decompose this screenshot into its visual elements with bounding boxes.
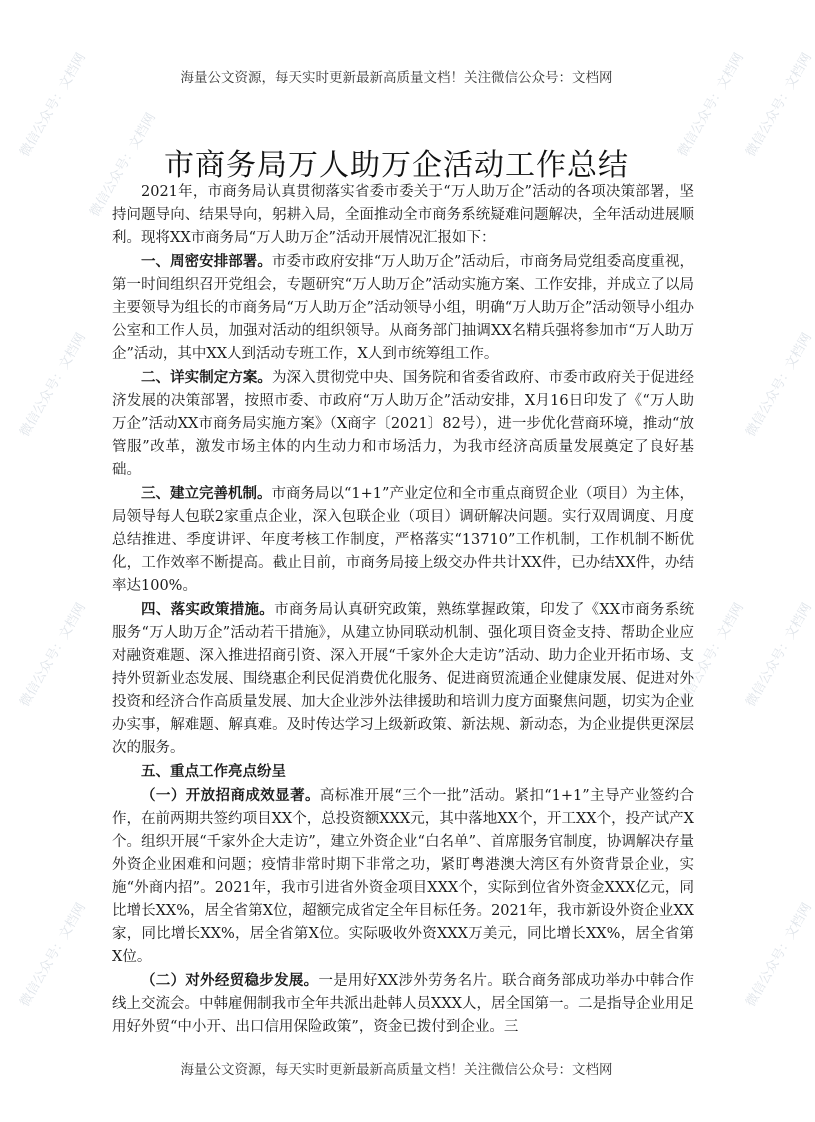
page-header: 海量公文资源，每天实时更新最新高质量文档！关注微信公众号：文档网	[180, 70, 613, 86]
paragraph-text: 市商务局以“1+1”产业定位和全市重点商贸企业（项目）为主体，局领导每人包联2家重点企业，深入包联企业（项目）调研解决问题。实行双周调度、月度总结推进、季度讲评、年度考核工作制度，严格落实“13710”工作机制，工作机制不断优化，工作效率不断提高。截止目前，市商务局接上级交办件共计XX件，已办结XX件，办结率达100%。	[112, 486, 694, 594]
paragraph-heading: 五、重点工作亮点纷呈	[141, 763, 286, 780]
paragraph	[112, 180, 694, 250]
watermark: 微信公众号：文档网	[675, 600, 747, 710]
paragraph	[112, 969, 694, 1039]
watermark: 微信公众号：文档网	[17, 50, 89, 160]
paragraph	[112, 784, 694, 969]
paragraph-text: 2021年，市商务局认真贯彻落实省委市委关于“万人助万企”活动的各项决策部署，坚持问题导向、结果导向，躬耕入局，全面推动全市商务系统疑难问题解决，全年活动进展顺利。现将XX市商务局“万人助万企”活动开展情况汇报如下：	[112, 184, 694, 246]
paragraph-text: 市商务局认真研究政策，熟练掌握政策，印发了《XX市商务系统服务“万人助万企”活动若干措施》，从建立协同联动机制、强化项目资金支持、帮助企业应对融资难题、深入推进招商引资、深入开展“千家外企大走访”活动、助力企业开拓市场、支持外贸新业态发展、围绕惠企利民促消费优化服务、促进商贸流通企业健康发展、促进对外投资和经济合作高质量发展、加大企业涉外法律援助和培训力度方面聚焦问题，切实为企业办实事，解难题、解真难。及时传达学习上级新政策、新法规、新动态，为企业提供更深层次的服务。	[112, 602, 694, 756]
paragraph	[112, 598, 694, 760]
paragraph-text: 为深入贯彻党中央、国务院和省委省政府、市委市政府关于促进经济发展的决策部署，按照市委、市政府“万人助万企”活动安排，X月16日印发了《“万人助万企”活动XX市商务局实施方案》（X商字〔2021〕82号），进一步优化营商环境，推动“放管服”改革，激发市场主体的内生动力和市场活力，为我市经济高质量发展奠定了良好基础。	[112, 370, 695, 478]
watermark: 微信公众号：文档网	[675, 50, 747, 160]
paragraph	[112, 366, 694, 482]
watermark: 微信公众号：文档网	[743, 900, 815, 1010]
document-body	[112, 180, 694, 1039]
paragraph-heading: 一、周密安排部署。	[141, 253, 272, 270]
watermark: 微信公众号：文档网	[743, 600, 815, 710]
paragraph-text: 高标准开展“三个一批”活动。紧扣“1+1”主导产业签约合作，在前两期共签约项目XX个，总投资额XXX元，其中落地XX个，开工XX个，投产试产X个。组织开展“千家外企大走访”，建立外资企业“白名单”、首席服务官制度，协调解决存量外资企业困难和问题；疫情非常时期下非常之功，紧盯粤港澳大湾区有外资背景企业，实施“外商内招”。2021年，我市引进省外资金项目XXX个，实际到位省外资金XXX亿元，同比增长XX%，居全省第X位，超额完成省定全年目标任务。2021年，我市新设外资企业XX家，同比增长XX%，居全省第X位。实际吸收外资XXX万美元，同比增长XX%，居全省第X位。	[112, 788, 695, 965]
paragraph	[112, 250, 694, 366]
paragraph	[112, 482, 694, 598]
paragraph-text: 市委市政府安排“万人助万企”活动后，市商务局党组委高度重视，第一时间组织召开党组会，专题研究“万人助万企”活动实施方案、工作安排，并成立了以局主要领导为组长的市商务局“万人助万企”活动领导小组，明确“万人助万企”活动领导小组办公室和工作人员，加强对活动的组织领导。从商务部门抽调XX名精兵强将参加市“万人助万企”活动，其中XX人到活动专班工作，X人到市统筹组工作。	[112, 254, 695, 362]
paragraph-heading: 四、落实政策措施。	[141, 601, 275, 618]
document-title: 市商务局万人助万企活动工作总结	[164, 148, 629, 183]
watermark: 微信公众号：文档网	[17, 330, 89, 440]
watermark: 微信公众号：文档网	[17, 900, 89, 1010]
paragraph-heading: 二、详实制定方案。	[141, 369, 272, 386]
paragraph-heading: 三、建立完善机制。	[141, 485, 272, 502]
watermark: 微信公众号：文档网	[17, 600, 89, 710]
watermark: 微信公众号：文档网	[743, 50, 815, 160]
paragraph-heading: （二）对外经贸稳步发展。	[141, 972, 319, 989]
watermark: 微信公众号：文档网	[87, 110, 159, 220]
page-footer: 海量公文资源，每天实时更新最新高质量文档！关注微信公众号：文档网	[180, 1062, 613, 1078]
watermark: 微信公众号：文档网	[743, 330, 815, 440]
paragraph	[112, 760, 694, 784]
paragraph-text: 一是用好XX涉外劳务名片。联合商务部成功举办中韩合作线上交流会。中韩雇佣制我市全年共派出赴韩人员XXX人，居全国第一。二是指导企业用足用好外贸“中小开、出口信用保险政策”，资金已拨付到企业。三	[112, 973, 694, 1035]
paragraph-heading: （一）开放招商成效显著。	[141, 787, 320, 804]
